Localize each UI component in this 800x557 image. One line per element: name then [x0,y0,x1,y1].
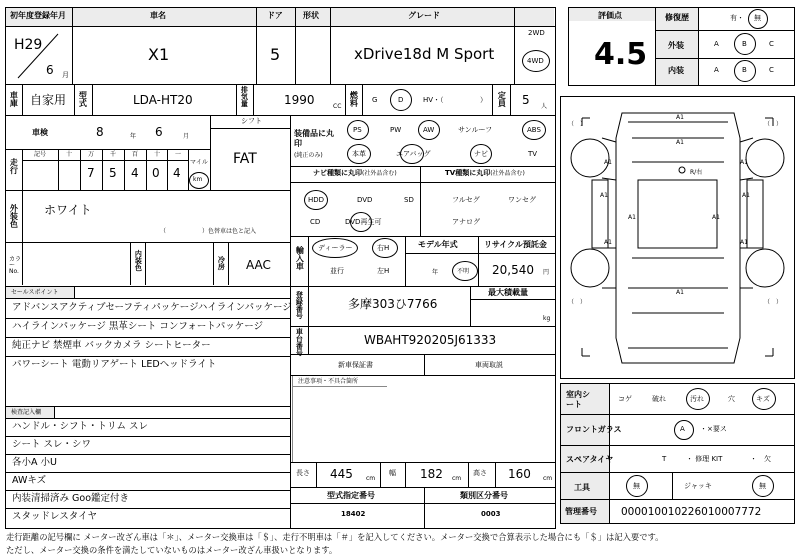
ext-a: A [714,40,719,48]
model-year-label: モデル年式 [418,240,458,249]
mileage-unit-2: 千 [110,151,117,158]
reg-no-label: 登録番号 [295,291,304,319]
shift-value: FAT [233,151,257,167]
diag-mark-8: A1 [712,214,720,221]
rating-value: 4.5 [594,37,648,72]
interior-label: 内装 [668,66,684,75]
diag-paren-3: （ ） [568,299,587,306]
spare-t: T [662,455,667,463]
import-dealer: ディーラー [318,244,353,252]
import-left: 左H [377,267,390,275]
model-year-unknown: 不明 [457,268,470,275]
inspection-year: 8 [96,125,104,139]
name-label: 車名 [150,11,166,20]
ac-label: 冷房 [217,256,226,270]
diag-mark-11: A1 [676,289,684,296]
mileage-digit-1: 5 [109,166,117,180]
footer-line-2: ただし、メーター交換の条件を満たしていないものはメーター改ざん車扱いとなります。 [6,545,338,555]
check-label: 検査記入欄 [11,409,42,416]
mileage-unit-4: 十 [154,151,161,158]
ext-c: C [769,40,774,48]
interior-color-label: 内装色 [134,250,143,271]
navi-sd: SD [404,196,414,204]
mileage-digit-3: 0 [152,166,160,180]
shift-label: シフト [241,117,262,125]
car-name: X1 [148,45,170,64]
navi-hdd: HDD [308,196,325,204]
diag-mark-6: A1 [742,192,750,199]
import-label: 輸入車 [295,246,305,270]
type-no-label: 型式指定番号 [327,491,375,500]
diag-mark-1: A1 [676,114,684,121]
equip-sub: (純正のみ) [294,152,323,159]
navi-dvd: DVD [357,196,373,204]
seat-stain: 汚れ [690,395,704,403]
reg-no-value: 多摩303ひ7766 [348,297,438,311]
diag-paren-4: （ ） [764,299,783,306]
notes-label: 注意事項・不具合箇所 [298,378,359,385]
spare-none: 欠 [764,455,771,463]
glass-note: ・×要ス [700,425,727,433]
equip-airbag: エアバッグ [396,150,431,158]
mileage-unit-1: 万 [88,151,95,158]
check-line-6: スタッドレスタイヤ [12,511,98,522]
glass-label: フロントガラス [566,425,622,434]
tv-oneseg: ワンセグ [508,196,536,204]
tv-analog: アナログ [452,218,480,226]
ext-b: B [742,40,747,48]
mileage-unit-5: 一 [175,151,182,158]
seat-tear: 破れ [652,395,666,403]
color-no-label: カラーNo. [9,256,22,275]
displacement-label: 排気量 [240,86,249,107]
diag-mark-10: A1 [740,239,748,246]
ext-color-value: ホワイト [44,203,92,217]
door-count: 5 [270,45,281,64]
import-right: 右H [377,244,390,252]
capacity-label: 定員 [497,91,507,107]
ac-value: AAC [246,258,271,272]
equip-ps: PS [353,126,362,134]
diag-mark-2: A1 [676,139,684,146]
displacement-value: 1990 [284,93,315,107]
diag-mark-5: A1 [600,192,608,199]
exterior-label: 外装 [668,41,684,50]
fuel-hv: HV・（ [423,96,444,104]
seat-hole: 穴 [728,395,735,403]
glass-a: A [680,425,685,433]
check-line-1: ハンドル・シフト・トリム スレ [12,421,149,432]
mileage-kigo: 記号 [34,151,47,158]
use-value: 自家用 [30,93,67,107]
vin-value: WBAHT920205J61333 [364,333,497,347]
new-car-warranty: 新車保証書 [338,361,373,369]
diag-mark-9: A1 [604,239,612,246]
sales-line-2: ハイラインパッケージ 黒革シート コンフォートパッケージ [12,321,264,332]
ext-color-label: 外装色 [9,204,19,228]
footer-line-1: 走行距離の記号欄に メーター改ざん車は「＊」、メーター交換車は「＄」、走行不明車は「＃」を記入してください。メーター交換で合算表示した場合にも「＄」は記入要です。 [6,532,664,542]
fuel-hv-close: ） [480,96,487,104]
length-unit: cm [366,475,376,482]
mgmt-label: 管理番号 [565,507,597,516]
capacity-value: 5 [522,93,530,107]
vin-label: 車台番号 [295,328,304,356]
grade-label: グレード [408,11,440,20]
diag-mark-3: A1 [604,159,612,166]
recycle-label: リサイクル預託金 [484,240,547,249]
seat-label: 室内シート [566,390,590,410]
navi-dvdplay: DVD再生可 [345,218,382,226]
diag-mark-7: A1 [628,214,636,221]
height-label: 高さ [473,469,487,477]
navi-title: ナビ種類に丸印(社外品含む) [313,169,397,177]
sales-line-3: 純正ナビ 禁煙車 バックカメラ シートヒーター [12,340,211,351]
mgmt-value: 000010010226010007772 [621,506,762,518]
reg-month: 6 [46,63,54,77]
check-line-2: シート スレ・シワ [12,439,92,450]
diag-mark-12: R/右 [690,169,703,176]
jack-label: ジャッキ [684,482,712,490]
model-value: LDA-HT20 [133,93,193,107]
recycle-unit: 円 [543,269,550,276]
mileage-mile: マイル [190,159,208,166]
max-load-unit: kg [543,315,551,322]
reg-month-unit: 月 [62,71,69,79]
mileage-digit-4: 4 [173,166,181,180]
equip-label: 装備品に丸印 [294,129,334,149]
capacity-unit: 人 [541,103,548,110]
width-label: 幅 [389,469,396,477]
spare-dot: ・ [750,455,757,463]
check-line-5: 内装清掃済み Goo鑑定付き [12,493,130,504]
sales-line-4: パワーシート 電動リアゲート LEDヘッドライト [12,359,217,370]
grade-value: xDrive18d M Sport [354,45,495,63]
inspection-month: 6 [155,125,163,139]
drive-2wd: 2WD [528,29,545,37]
mileage-label: 走行 [9,158,19,174]
inspection-label: 車検 [32,128,48,137]
height-value: 160 [508,467,531,481]
first-reg-label: 初年度登録年月 [10,11,66,20]
inspection-year-unit: 年 [130,133,137,140]
length-value: 445 [330,467,353,481]
seat-scratch: キズ [756,395,770,403]
int-c: C [769,66,774,74]
equip-aw: AW [423,126,435,134]
equip-tv: TV [528,150,538,158]
repair-none: 無 [754,14,761,22]
equip-abs: ABS [527,126,541,134]
type-no-value: 18402 [341,510,366,518]
tools-label: 工具 [574,483,590,492]
mileage-unit-3: 百 [132,151,139,158]
shape-label: 形状 [303,11,319,20]
import-parallel: 並行 [330,267,344,275]
int-b: B [742,66,747,74]
fuel-d: D [398,96,404,104]
mileage-unit-0: 十 [66,151,73,158]
owner-manual: 車両取説 [475,361,503,369]
tv-title: TV種類に丸印(社外品含む) [445,169,525,177]
check-line-4: AWキズ [12,475,47,486]
diag-paren-2: （ ） [764,121,783,128]
mileage-digit-0: 7 [87,166,95,180]
fuel-g: G [372,96,378,104]
mileage-km: km [193,176,203,183]
ext-color-note: ）色替車は色と記入 [202,228,257,235]
spare-label: スペアタイヤ [566,455,614,464]
diag-paren-1: （ ） [568,121,587,128]
door-label: ドア [267,11,283,20]
recycle-value: 20,540 [492,263,534,277]
inspection-month-unit: 月 [183,133,190,140]
repair-yes: 有・ [730,14,744,22]
check-line-3: 各小A 小U [12,457,57,468]
diagonal-divider [8,28,70,82]
rating-label: 評価点 [598,11,622,20]
tv-fullseg: フルセグ [452,196,480,204]
max-load-label: 最大積載量 [488,288,528,297]
class-no-value: 0003 [481,510,501,518]
int-a: A [714,66,719,74]
diag-mark-4: A1 [740,159,748,166]
sales-label: セールスポイント [11,289,59,296]
tools-none: 無 [633,482,640,490]
class-no-label: 類別区分番号 [460,491,508,500]
height-unit: cm [543,475,553,482]
ext-color-paren: （ [160,228,167,235]
chassis-use-label: 車庫 [9,91,19,107]
fuel-label: 燃料 [349,91,359,107]
length-label: 長さ [296,469,310,477]
reg-era: H29 [14,37,43,53]
equip-pw: PW [390,126,402,134]
model-label: 型式 [78,91,88,107]
drive-4wd: 4WD [527,57,544,65]
equip-navi: ナビ [474,150,488,158]
equip-leather: 本革 [352,150,366,158]
jack-none: 無 [759,482,766,490]
width-value: 182 [420,467,443,481]
equip-sunroof: サンルーフ [458,126,493,134]
spare-repair: ・ 修理 KIT [686,455,723,463]
seat-burn: コゲ [618,395,632,403]
navi-cd: CD [310,218,321,226]
cc-unit: CC [333,103,342,110]
repair-label: 修復歴 [665,13,689,22]
sales-line-1: アドバンスアクティブセーフティパッケージハイラインパッケージ [12,302,292,313]
mileage-digit-2: 4 [131,166,139,180]
model-year-unit: 年 [432,269,439,276]
width-unit: cm [452,475,462,482]
